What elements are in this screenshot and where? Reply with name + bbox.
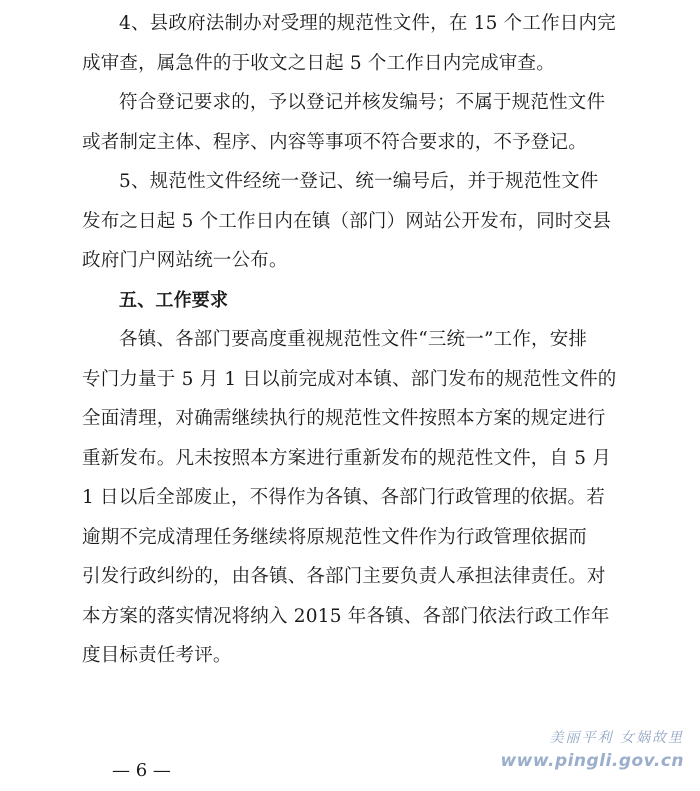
paragraph-line: 成审查，属急件的于收文之日起 5 个工作日内完成审查。 [82, 52, 555, 74]
paragraph-line: 度目标责任考评。 [82, 645, 232, 666]
paragraph-line: 逾期不完成清理任务继续将原规范性文件作为行政管理依据而 [82, 526, 587, 548]
paragraph-line: 或者制定主体、程序、内容等事项不符合要求的，不予登记。 [82, 131, 587, 153]
paragraph-line: 发布之日起 5 个工作日内在镇（部门）网站公开发布，同时交县 [82, 210, 612, 232]
paragraph-line: 1 日以后全部废止，不得作为各镇、各部门行政管理的依据。若 [82, 487, 605, 508]
paragraph-line: 5、规范性文件经统一登记、统一编号后，并于规范性文件 [119, 171, 599, 192]
paragraph-line: 各镇、各部门要高度重视规范性文件“三统一”工作，安排 [119, 329, 588, 350]
page-number: — 6 — [112, 760, 171, 781]
watermark-slogan: 美丽平利 女娲故里 [549, 730, 684, 746]
site-watermark [484, 728, 684, 774]
paragraph-line: 专门力量于 5 月 1 日以前完成对本镇、部门发布的规范性文件的 [82, 368, 617, 390]
paragraph-line: 本方案的落实情况将纳入 2015 年各镇、各部门依法行政工作年 [82, 605, 610, 627]
watermark-url: www.pingli.gov.cn [500, 751, 684, 771]
paragraph-line: 引发行政纠纷的，由各镇、各部门主要负责人承担法律责任。对 [82, 566, 606, 587]
paragraph-line: 符合登记要求的，予以登记并核发编号；不属于规范性文件 [119, 92, 606, 113]
document-body [82, 4, 618, 676]
section-heading: 五、工作要求 [119, 289, 229, 311]
paragraph-line: 全面清理，对确需继续执行的规范性文件按照本方案的规定进行 [82, 408, 606, 429]
paragraph-line: 政府门户网站统一公布。 [82, 250, 288, 271]
paragraph-line: 重新发布。凡未按照本方案进行重新发布的规范性文件，自 5 月 [82, 447, 612, 469]
paragraph-line: 4、县政府法制办对受理的规范性文件，在 15 个工作日内完 [119, 13, 616, 34]
